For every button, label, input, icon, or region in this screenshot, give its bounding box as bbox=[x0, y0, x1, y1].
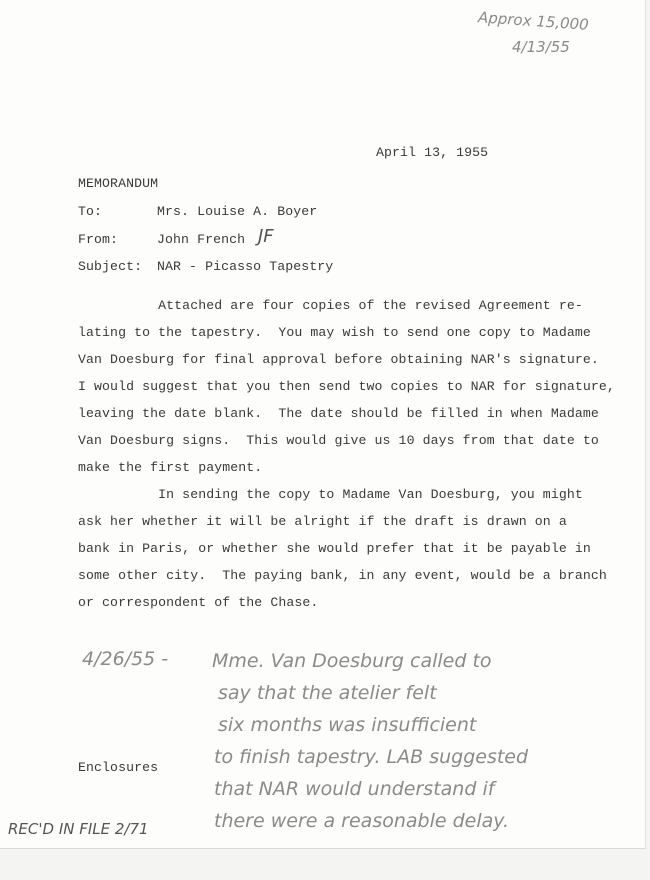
body-line: bank in Paris, or whether she would prefer that it be payable in bbox=[78, 541, 591, 556]
note-line: six months was insufficient bbox=[218, 714, 477, 736]
approx-annotation: Approx 15,000 bbox=[477, 8, 590, 34]
approx-annotation-date: 4/13/55 bbox=[512, 38, 570, 56]
body-line: make the first payment. bbox=[78, 460, 263, 475]
file-stamp: REC'D IN FILE 2/71 bbox=[8, 820, 149, 838]
body-line: ask her whether it will be alright if the draft is drawn on a bbox=[78, 514, 567, 529]
subject-value: NAR - Picasso Tapestry bbox=[157, 259, 334, 274]
body-line: or correspondent of the Chase. bbox=[78, 595, 319, 610]
to-label: To: bbox=[78, 204, 103, 219]
body-line: Van Doesburg for final approval before obtaining NAR's signature. bbox=[78, 352, 599, 367]
memo-date: April 13, 1955 bbox=[376, 145, 489, 160]
body-line: Attached are four copies of the revised Agreement re- bbox=[78, 298, 583, 313]
body-line: lating to the tapestry. You may wish to send one copy to Madame bbox=[78, 325, 591, 340]
from-initials-signature: JF bbox=[258, 226, 274, 247]
body-line: leaving the date blank. The date should be filled in when Madame bbox=[78, 406, 599, 421]
body-line: I would suggest that you then send two copies to NAR for signature, bbox=[78, 379, 615, 394]
enclosures-label: Enclosures bbox=[78, 760, 159, 775]
note-line: Mme. Van Doesburg called to bbox=[212, 650, 492, 672]
memo-heading: MEMORANDUM bbox=[78, 176, 159, 191]
note-line: to finish tapestry. LAB suggested bbox=[214, 746, 529, 768]
note-line: that NAR would understand if bbox=[214, 778, 495, 800]
note-line: there were a reasonable delay. bbox=[214, 810, 510, 832]
note-date: 4/26/55 - bbox=[82, 648, 169, 670]
body-line: some other city. The paying bank, in any event, would be a branch bbox=[78, 568, 607, 583]
from-value: John French bbox=[157, 232, 246, 247]
to-value: Mrs. Louise A. Boyer bbox=[157, 204, 318, 219]
subject-label: Subject: bbox=[78, 259, 143, 274]
body-line: In sending the copy to Madame Van Doesburg, you might bbox=[78, 487, 583, 502]
body-line: Van Doesburg signs. This would give us 10 days from that date to bbox=[78, 433, 599, 448]
from-label: From: bbox=[78, 232, 119, 247]
note-line: say that the atelier felt bbox=[218, 682, 437, 704]
